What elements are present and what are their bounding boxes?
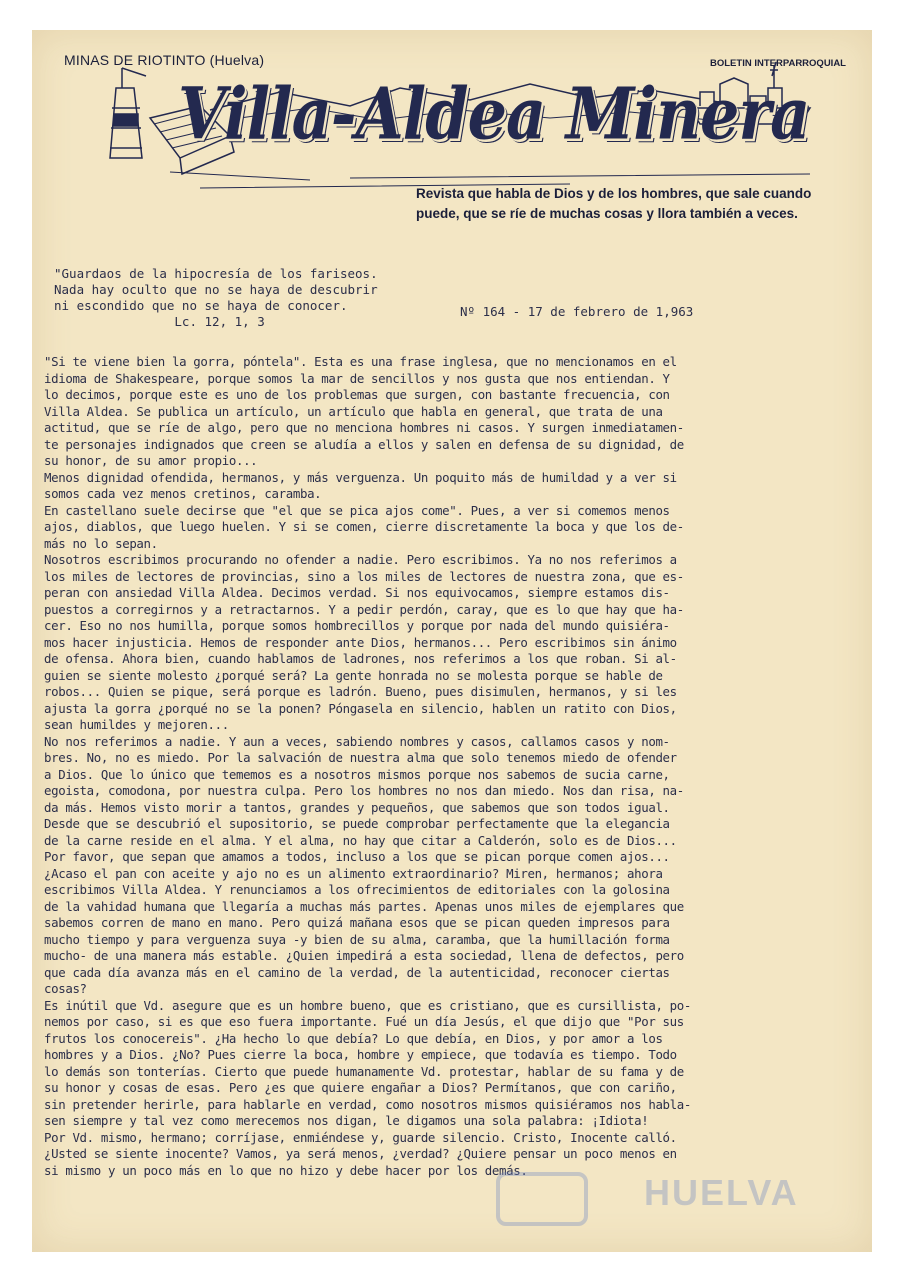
bulletin-label: BOLETIN INTERPARROQUIAL <box>710 58 846 69</box>
body-line: Por favor, que sepan que amamos a todos, incluso a los que se pican porque comen ajos... <box>44 849 670 864</box>
body-line: Desde que se descubrió el supositorio, se puede comprobar perfectamente que la elegancia <box>44 816 670 831</box>
body-line: nemos por caso, si es que eso fuera importante. Fué un día Jesús, el que dijo que "Por sus <box>44 1014 684 1029</box>
body-line: mos hacer injusticia. Hemos de responder ante Dios, hermanos... Pero escribimos sin ánimo <box>44 634 677 650</box>
body-line: frutos los conocereis". ¿Ha hecho lo que debía? Lo que debía, en Dios, y por amor a los <box>44 1030 663 1046</box>
body-line: idioma de Shakespeare, porque somos la mar de sencillos y nos gusta que nos entiendan. Y <box>44 370 670 386</box>
body-line: Menos dignidad ofendida, hermanos, y más verguenza. Un poquito más de humildad y a ver si <box>44 469 677 485</box>
body-line: cosas? <box>44 981 87 996</box>
body-line: Villa Aldea. Se publica un artículo, un artículo que habla en general, que trata de una <box>44 403 663 419</box>
body-line: de la carne reside en el alma. Y el alma, no hay que citar a Calderón, solo es de Dios... <box>44 832 677 848</box>
body-line: ajusta la gorra ¿porqué no se la ponen? Póngasela en silencio, hablen un ratito con Dios, <box>44 700 677 716</box>
body-line: sin pretender herirle, para hablarle en verdad, como nosotros mismos quisiéramos nos habla- <box>44 1096 691 1112</box>
epigraph-reference: Lc. 12, 1, 3 <box>54 314 265 329</box>
epigraph-line: ni escondido que no se haya de conocer. <box>54 298 348 313</box>
body-line: Por Vd. mismo, hermano; corríjase, enmiéndese y, guarde silencio. Cristo, Inocente calló. <box>44 1129 677 1145</box>
body-line: actitud, que se ríe de algo, pero que no menciona hombres ni casos. Y surgen inmediatamen- <box>44 420 684 435</box>
body-line: Nosotros escribimos procurando no ofender a nadie. Pero escribimos. Ya no nos referimos a <box>44 552 677 567</box>
body-line: más no lo sepan. <box>44 535 158 551</box>
body-line: mucho- de una manera más estable. ¿Quien impedirá a esta sociedad, llena de defectos, pero <box>44 948 684 963</box>
body-line: hombres y a Dios. ¿No? Pues cierre la boca, hombre y empiece, que todavía es tiempo. Todo <box>44 1047 677 1062</box>
body-line: cer. Eso no nos humilla, porque somos hombrecillos y porque por nada del mundo quisiéra- <box>44 618 670 633</box>
body-line: de la vahidad humana que llegaría a muchas más partes. Apenas unos miles de ejemplares que <box>44 898 684 914</box>
body-line: En castellano suele decirse que "el que se pica ajos come". Pues, a ver si comemos menos <box>44 502 670 518</box>
archive-logo-icon <box>496 1172 588 1226</box>
body-line: robos... Quien se pique, será porque es ladrón. Bueno, pues disimulen, hermanos, y si les <box>44 684 677 699</box>
epigraph <box>54 266 378 330</box>
body-line: mucho tiempo y para verguenza suya -y bien de su alma, caramba, que la humillación forma <box>44 931 670 947</box>
body-line: ¿Usted se siente inocente? Vamos, ya será menos, ¿verdad? ¿Quiere pensar un poco menos en <box>44 1146 677 1161</box>
body-line: su honor, de su amor propio... <box>44 453 258 468</box>
body-line: a Dios. Que lo único que tememos es a nosotros mismos porque nos sabemos de sucia carne, <box>44 766 670 782</box>
body-line: ajos, diablos, que luego huelen. Y si se comen, cierre discretamente la boca y que los de- <box>44 519 684 534</box>
masthead-title: Villa-Aldea Minera <box>178 72 810 156</box>
body-line: da más. Hemos visto morir a tantos, grandes y pequeños, que sabemos que son todos igual. <box>44 799 670 815</box>
body-line: No nos referimos a nadie. Y aun a veces, sabiendo nombres y casos, callamos casos y nom- <box>44 733 670 749</box>
location-label: MINAS DE RIOTINTO (Huelva) <box>64 52 265 68</box>
body-line: lo decimos, porque este es uno de los problemas que surgen, con bastante frecuencia, con <box>44 387 670 402</box>
body-line: puestos a corregirnos y a retractarnos. Y a pedir perdón, caray, que es lo que hay que ha- <box>44 601 684 617</box>
body-line: guien se siente molesto ¿porqué será? La gente honrada no se molesta porque se hable de <box>44 667 663 683</box>
body-line: bres. No, no es miedo. Por la salvación de nuestra alma que solo tenemos miedo de ofender <box>44 750 677 765</box>
body-line: si mismo y un poco más en lo que no hizo y debe hacer por los demás. <box>44 1162 528 1178</box>
body-line: los miles de lectores de provincias, sino a los miles de lectores de nuestra zona, que es- <box>44 568 684 584</box>
archive-watermark <box>496 1168 816 1220</box>
body-line: de ofensa. Ahora bien, cuando hablamos de ladrones, nos referimos a los que roban. Si al- <box>44 651 677 666</box>
watermark-text: HUELVA <box>644 1172 799 1213</box>
body-line: escribimos Villa Aldea. Y renunciamos a los ofrecimientos de editoriales con la golosina <box>44 882 670 897</box>
body-line: somos cada vez menos cretinos, caramba. <box>44 486 322 501</box>
article-body <box>44 354 804 1179</box>
body-line: sen siempre y tal vez como merecemos nos digan, le digamos una sola palabra: ¡Idiota! <box>44 1113 649 1128</box>
body-line: "Si te viene bien la gorra, póntela". Esta es una frase inglesa, que no mencionamos en el <box>44 354 677 369</box>
epigraph-line: "Guardaos de la hipocresía de los fariseos. <box>54 266 378 281</box>
body-line: sabemos corren de mano en mano. Pero quizá mañana esos que se pican queden impresos para <box>44 915 670 930</box>
issue-number-date: Nº 164 - 17 de febrero de 1,963 <box>460 304 694 319</box>
body-line: su honor y cosas de esas. Pero ¿es que quiere engañar a Dios? Permítanos, que con cariño, <box>44 1080 677 1095</box>
masthead-tagline: Revista que habla de Dios y de los hombres, que sale cuando puede, que se ríe de muchas cosas y llora también a veces. <box>416 186 812 221</box>
body-line: lo demás son tonterías. Cierto que puede humanamente Vd. protestar, hablar de su fama y de <box>44 1063 684 1079</box>
body-line: Es inútil que Vd. asegure que es un hombre bueno, que es cristiano, que es cursillista, po- <box>44 997 691 1013</box>
body-line: sean humildes y mejoren... <box>44 717 229 732</box>
body-line: que cada día avanza más en el camino de la verdad, de la autenticidad, reconocer ciertas <box>44 964 670 980</box>
epigraph-line: Nada hay oculto que no se haya de descubrir <box>54 282 378 297</box>
body-line: egoista, comodona, por nuestra culpa. Pero los hombres no nos dan miedo. Nos dan risa, na- <box>44 783 684 798</box>
body-line: te personajes indignados que creen se aludía a ellos y salen en defensa de su dignidad, de <box>44 436 684 452</box>
body-line: peran con ansiedad Villa Aldea. Decimos verdad. Si nos equivocamos, siempre estamos dis- <box>44 585 670 600</box>
body-line: ¿Acaso el pan con aceite y ajo no es un alimento extraordinario? Miren, hermanos; ahora <box>44 865 663 881</box>
